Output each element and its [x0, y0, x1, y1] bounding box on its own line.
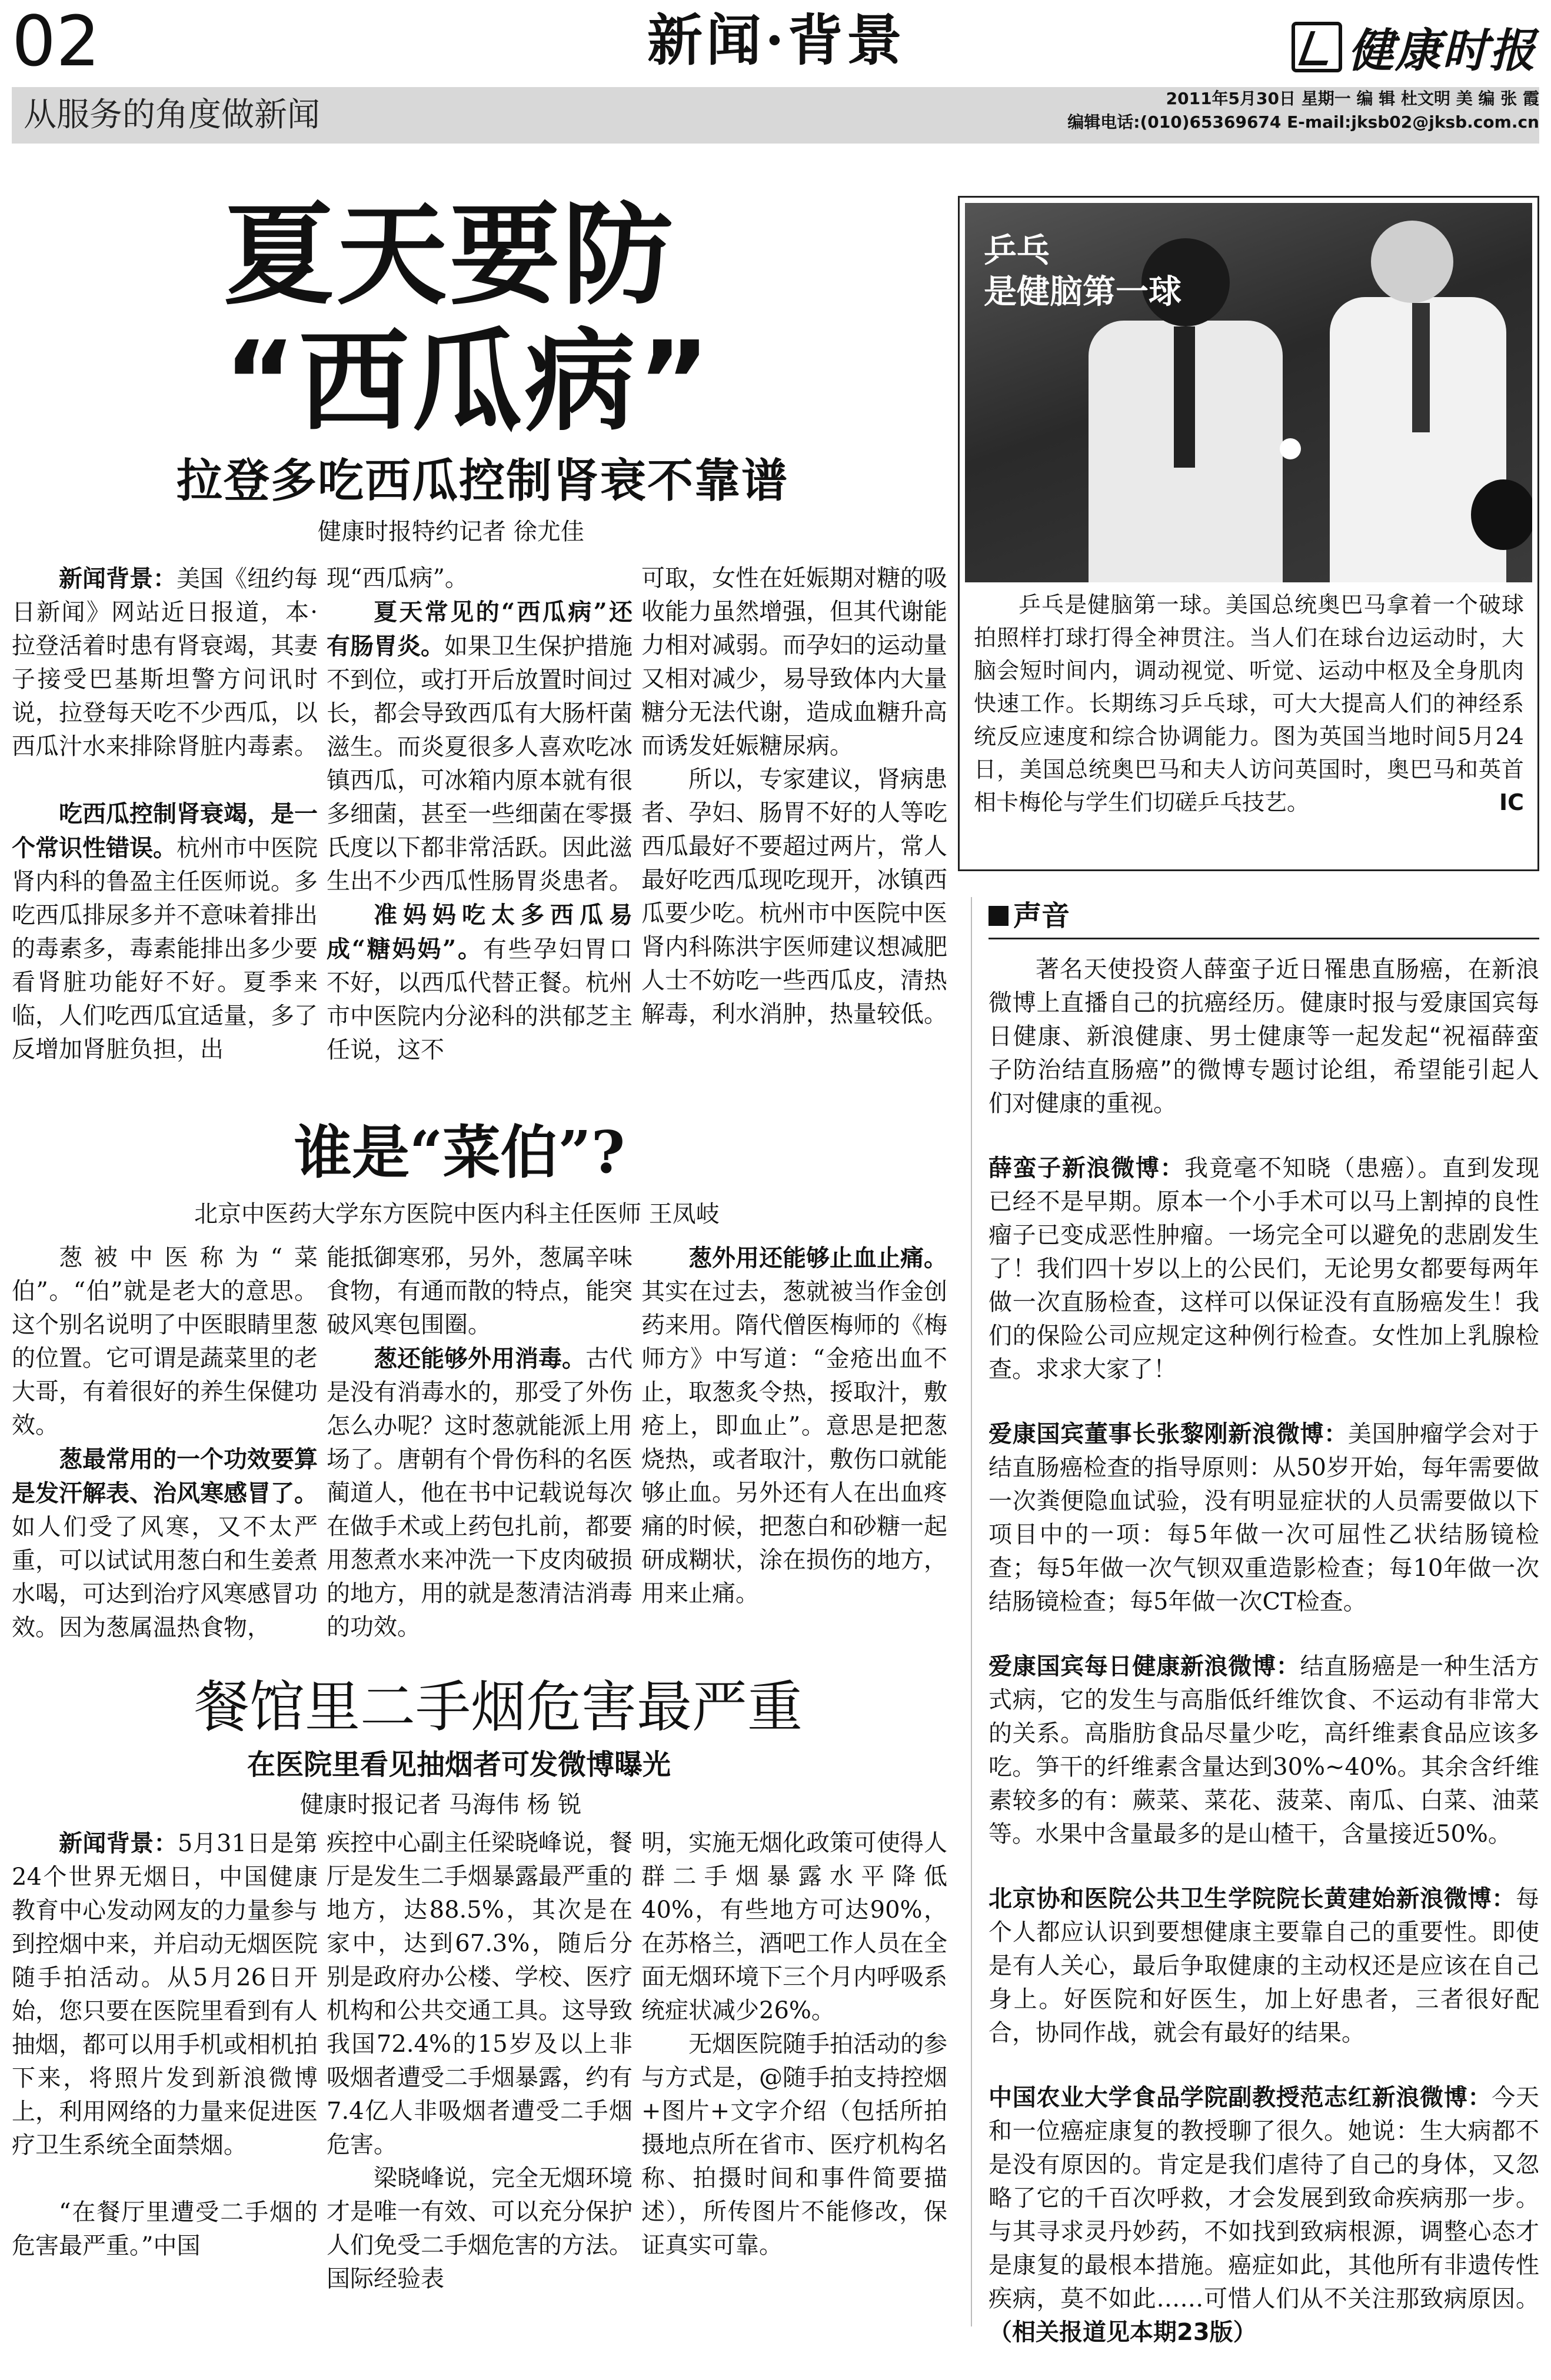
- voices-intro: 著名天使投资人薛蛮子近日罹患直肠癌，在新浪微博上直播自己的抗癌经历。健康时报与爱康国宾每日健康、新浪健康、男士健康等一起发起“祝福薛蛮子防治结直肠癌”的微博专题讨论组，希望能引起人们对健康的重视。: [988, 956, 1539, 1117]
- photo-title-line2: 是健脑第一球: [984, 272, 1181, 311]
- article3-byline: 健康时报记者 马海伟 杨 锐: [300, 1791, 582, 1818]
- article2-column-1: [12, 1241, 318, 1645]
- voice-text: 结直肠癌是一种生活方式病，它的发生与高脂低纤维饮食、不运动有非常大的关系。高脂肪食品尽量少吃，高纤维素食品应该多吃。笋干的纤维素含量达到30%~40%。其余含纤维素较多的有：蕨菜、菜花、菠菜、南瓜、白菜、油菜等。水果中含量最多的是山楂干，含量接近50%。: [988, 1653, 1540, 1848]
- paragraph: 葱被中医称为“菜伯”。“伯”就是老大的意思。这个别名说明了中医眼睛里葱的位置。它可谓是蔬菜里的老大哥，有着很好的养生保健功效。: [12, 1244, 318, 1439]
- article2-byline: 北京中医药大学东方医院中医内科主任医师 王凤岐: [194, 1201, 720, 1228]
- slogan: 从服务的角度做新闻: [24, 96, 320, 134]
- paragraph-lead: 葱还能够外用消毒。: [374, 1345, 585, 1372]
- article3-column-3: [641, 1826, 947, 2262]
- voice-speaker: 中国农业大学食品学院副教授范志红新浪微博：: [988, 2084, 1492, 2111]
- contact-meta: 编辑电话:(010)65369674 E-mail:jksb02@jksb.com.cn: [1067, 112, 1539, 132]
- voice-item: [988, 1417, 1539, 1619]
- paper-name: 健康时报: [1348, 24, 1537, 78]
- voice-speaker: 北京协和医院公共卫生学院院长黄建始新浪微博：: [988, 1885, 1516, 1912]
- article1-title-line2: “西瓜病”: [224, 318, 713, 446]
- paragraph-text: 如果卫生保护措施不到位，或打开后放置时间过长，都会导致西瓜有大肠杆菌滋生。而炎夏很多人喜欢吃冰镇西瓜，可冰箱内原本就有很多细菌，甚至一些细菌在零摄氏度以下都非常活跃。因此滋生出不少西瓜性肠胃炎患者。: [327, 633, 633, 895]
- paragraph-lead: 葱外用还能够止血止痛。: [688, 1244, 947, 1272]
- tie-shape: [1174, 326, 1195, 468]
- voice-item: [988, 1649, 1539, 1851]
- issue-meta: 2011年5月30日 星期一 编 辑 杜文明 美 编 张 霞: [1166, 89, 1539, 108]
- paragraph: 现“西瓜病”。: [327, 565, 468, 592]
- voice-text: 我竟毫不知晓（患癌）。直到发现已经不是早期。原本一个小手术可以马上割掉的良性瘤子已变成恶性肿瘤。一场完全可以避免的悲剧发生了！我们四十岁以上的公民们，无论男女都要每两年做一次直肠检查，这样可以保证没有直肠癌发生！我们的保险公司应规定这种例行检查。女性加上乳腺检查。求求大家了！: [988, 1155, 1540, 1383]
- article3-subtitle: 在医院里看见抽烟者可发微博曝光: [247, 1748, 671, 1781]
- news-background-label: 新闻背景：: [59, 1829, 178, 1857]
- paragraph: 梁晓峰说，完全无烟环境才是唯一有效、可以充分保护人们免受二手烟危害的方法。国际经验表: [327, 2165, 633, 2292]
- section-title: 新闻·背景: [647, 8, 906, 73]
- logo-seal-icon: [1292, 22, 1342, 72]
- photo-title-line1: 乒乓: [984, 231, 1050, 270]
- paragraph-lead: 吃西瓜控制肾衰竭，是一个常识性错误。: [12, 800, 318, 862]
- paddle-icon: [1471, 479, 1532, 550]
- column-divider: [971, 897, 972, 2326]
- ping-pong-ball-icon: [1280, 438, 1301, 459]
- paragraph: [327, 595, 633, 898]
- paragraph: “在餐厅里遭受二手烟的危害最严重。”中国: [12, 2199, 318, 2259]
- article1-title-line1: 夏天要防: [224, 191, 675, 320]
- paragraph: [327, 1342, 633, 1644]
- article2-column-2: [327, 1241, 633, 1644]
- paragraph-text: 杭州市中医院肾内科的鲁盈主任医师说。多吃西瓜排尿多并不意味着排出的毒素多，毒素能排出多少要看肾脏功能好不好。夏季来临，人们吃西瓜宜适量，多了反增加肾脏负担，出: [12, 835, 318, 1063]
- article1-column-3: [641, 562, 947, 1031]
- paragraph: [641, 1241, 947, 1611]
- voices-body: [988, 953, 1539, 2380]
- voice-item: [988, 1882, 1539, 2050]
- article1-column-2: [327, 562, 633, 1067]
- news-background-label: 新闻背景：: [59, 565, 177, 592]
- voice-speaker: 薛蛮子新浪微博：: [988, 1154, 1185, 1182]
- paragraph-text: 其实在过去，葱就被当作金创药来用。隋代僧医梅师的《梅师方》中写道：“金疮出血不止，取葱炙令热，挼取汁，敷疮上，即血止”。意思是把葱烧热，或者取汁，敷伤口就能够止血。另外还有人在出血疼痛的时候，把葱白和砂糖一起研成糊状，涂在损伤的地方，用来止痛。: [641, 1278, 947, 1607]
- masthead-logo: [1292, 18, 1539, 76]
- voice-speaker: 爱康国宾董事长张黎刚新浪微博：: [988, 1420, 1348, 1448]
- paragraph: [12, 562, 318, 764]
- voice-text: 今天和一位癌症康复的教授聊了很久。她说：生大病都不是没有原因的。肯定是我们虐待了自己的身体，又忽略了它的千百次呼救，才会发展到致命疾病那一步。与其寻求灵丹妙药，不如找到致病根源，调整心态才是康复的最根本措施。癌症如此，其他所有非遗传性疾病，莫不如此……可惜人们从不关注那致病原因。: [988, 2084, 1540, 2312]
- voice-speaker: 爱康国宾每日健康新浪微博：: [988, 1652, 1300, 1680]
- photo-caption: [974, 588, 1524, 819]
- voices-heading: [988, 897, 1070, 935]
- article2-column-3: [641, 1241, 947, 1611]
- tie-shape: [1412, 303, 1430, 432]
- voice-item: [988, 1151, 1539, 1386]
- article3-column-2: [327, 1826, 633, 2296]
- paragraph: [12, 1826, 318, 2162]
- paragraph: 可取，女性在妊娠期对糖的吸收能力虽然增强，但其代谢能力相对减弱。而孕妇的运动量又相对减少，易导致体内大量糖分无法代谢，造成血糖升高而诱发妊娠糖尿病。: [641, 565, 947, 759]
- paragraph-lead: 葱最常用的一个功效要算是发汗解表、治风寒感冒了。: [12, 1445, 318, 1507]
- caption-text: [974, 588, 1524, 819]
- paragraph: 能抵御寒邪，另外，葱属辛味食物，有通而散的特点，能突破风寒包围圈。: [327, 1244, 633, 1338]
- article2-title: 谁是“菜伯”?: [294, 1119, 625, 1186]
- article1-subtitle: 拉登多吃西瓜控制肾衰不靠谱: [177, 454, 789, 508]
- voices-rule: [988, 938, 1539, 939]
- article1-byline: 健康时报特约记者 徐尤佳: [318, 518, 584, 545]
- paragraph-text: 如人们受了风寒，又不太严重，可以试试用葱白和生姜煮水喝，可达到治疗风寒感冒功效。因为葱属温热食物，: [12, 1514, 318, 1641]
- voices-heading-text: 声音: [1013, 899, 1070, 932]
- related-report-ref: （相关报道见本期23版）: [988, 2319, 1257, 2346]
- head-shape: [1371, 221, 1453, 303]
- paragraph-text: 5月31日是第24个世界无烟日，中国健康教育中心发动网友的力量参与到控烟中来，并启动无烟医院随手拍活动。从5月26日开始，您只要在医院里看到有人抽烟，都可以用手机或相机拍下来，将照片发到新浪微博上，利用网络的力量来促进医疗卫生系统全面禁烟。: [12, 1830, 318, 2159]
- voice-text: 美国肿瘤学会对于结直肠癌检查的指导原则：从50岁开始，每年需要做一次粪便隐血试验，没有明显症状的人员需要做以下项目中的一项：每5年做一次可屈性乙状结肠镜检查；每5年做一次气钡双重造影检查；每10年做一次结肠镜检查；每5年做一次CT检查。: [988, 1421, 1540, 1615]
- square-bullet-icon: [988, 906, 1009, 926]
- paragraph: [327, 898, 633, 1067]
- paragraph: 所以，专家建议，肾病患者、孕妇、肠胃不好的人等吃西瓜最好不要超过两片，常人最好吃西瓜现吃现开，冰镇西瓜要少吃。杭州市中医院中医肾内科陈洪宇医师建议想减肥人士不妨吃一些西瓜皮，清热解毒，利水消肿，热量较低。: [641, 766, 947, 1028]
- voice-text: 每个人都应认识到要想健康主要靠自己的重要性。即使是有人关心，最后争取健康的主动权还是应该在自己身上。好医院和好医生，加上好患者，三者很好配合，协同作战，就会有最好的结果。: [988, 1885, 1539, 2046]
- paragraph-lead: 夏天常见的“西瓜病”还有肠胃炎。: [327, 598, 633, 660]
- voice-item: [988, 2081, 1539, 2349]
- caption-body: 乒乓是健脑第一球。美国总统奥巴马拿着一个破球拍照样打球打得全神贯注。当人们在球台边运动时，大脑会短时间内，调动视觉、听觉、运动中枢及全身肌肉快速工作。长期练习乒乓球，可大大提高人们的神经系统反应速度和综合协调能力。图为英国当地时间5月24日，美国总统奥巴马和夫人访问英国时，奥巴马和英首相卡梅伦与学生们切磋乒乓技艺。: [974, 592, 1524, 815]
- paragraph-text: 美国《纽约每日新闻》网站近日报道，本·拉登活着时患有肾衰竭，其妻子接受巴基斯坦警方问讯时说，拉登每天吃不少西瓜，以西瓜汁水来排除肾脏内毒素。: [12, 565, 318, 760]
- paragraph: 无烟医院随手拍活动的参与方式是，@随手拍支持控烟+图片+文字介绍（包括所拍摄地点所在省市、医疗机构名称、拍摄时间和事件简要描述），所传图片不能修改，保证真实可靠。: [641, 2031, 947, 2259]
- paragraph-text: 有些孕妇胃口不好，以西瓜代替正餐。杭州市中医院内分泌科的洪郁芝主任说，这不: [327, 936, 633, 1064]
- paragraph: [12, 797, 318, 1066]
- paragraph-lead: 准妈妈吃太多西瓜易成“糖妈妈”。: [327, 901, 633, 963]
- paragraph: [12, 1442, 318, 1645]
- article3-column-1: [12, 1826, 318, 2263]
- paragraph: 疾控中心副主任梁晓峰说，餐厅是发生二手烟暴露最严重的地方，达88.5%，其次是在家中，达到67.3%，随后分别是政府办公楼、学校、医疗机构和公共交通工具。这导致我国72.4%的15岁及以上非吸烟者遭受二手烟暴露，约有7.4亿人非吸烟者遭受二手烟危害。: [327, 1829, 633, 2158]
- photo-credit: IC: [1499, 789, 1524, 815]
- page-number: 02: [12, 1, 101, 82]
- article3-title: 餐馆里二手烟危害最严重: [194, 1675, 803, 1739]
- article1-column-1: [12, 562, 318, 1066]
- paragraph-text: 古代是没有消毒水的，那受了外伤怎么办呢？这时葱就能派上用场了。唐朝有个骨伤科的名医蔺道人，他在书中记载说每次在做手术或上药包扎前，都要用葱煮水来冲洗一下皮肉破损的地方，用的就是葱清洁消毒的功效。: [327, 1345, 633, 1641]
- paragraph: 明，实施无烟化政策可使得人群二手烟暴露水平降低40%，有些地方可达90%，在苏格兰，酒吧工作人员在全面无烟环境下三个月内呼吸系统症状减少26%。: [641, 1829, 947, 2024]
- ping-pong-photo: [965, 203, 1532, 582]
